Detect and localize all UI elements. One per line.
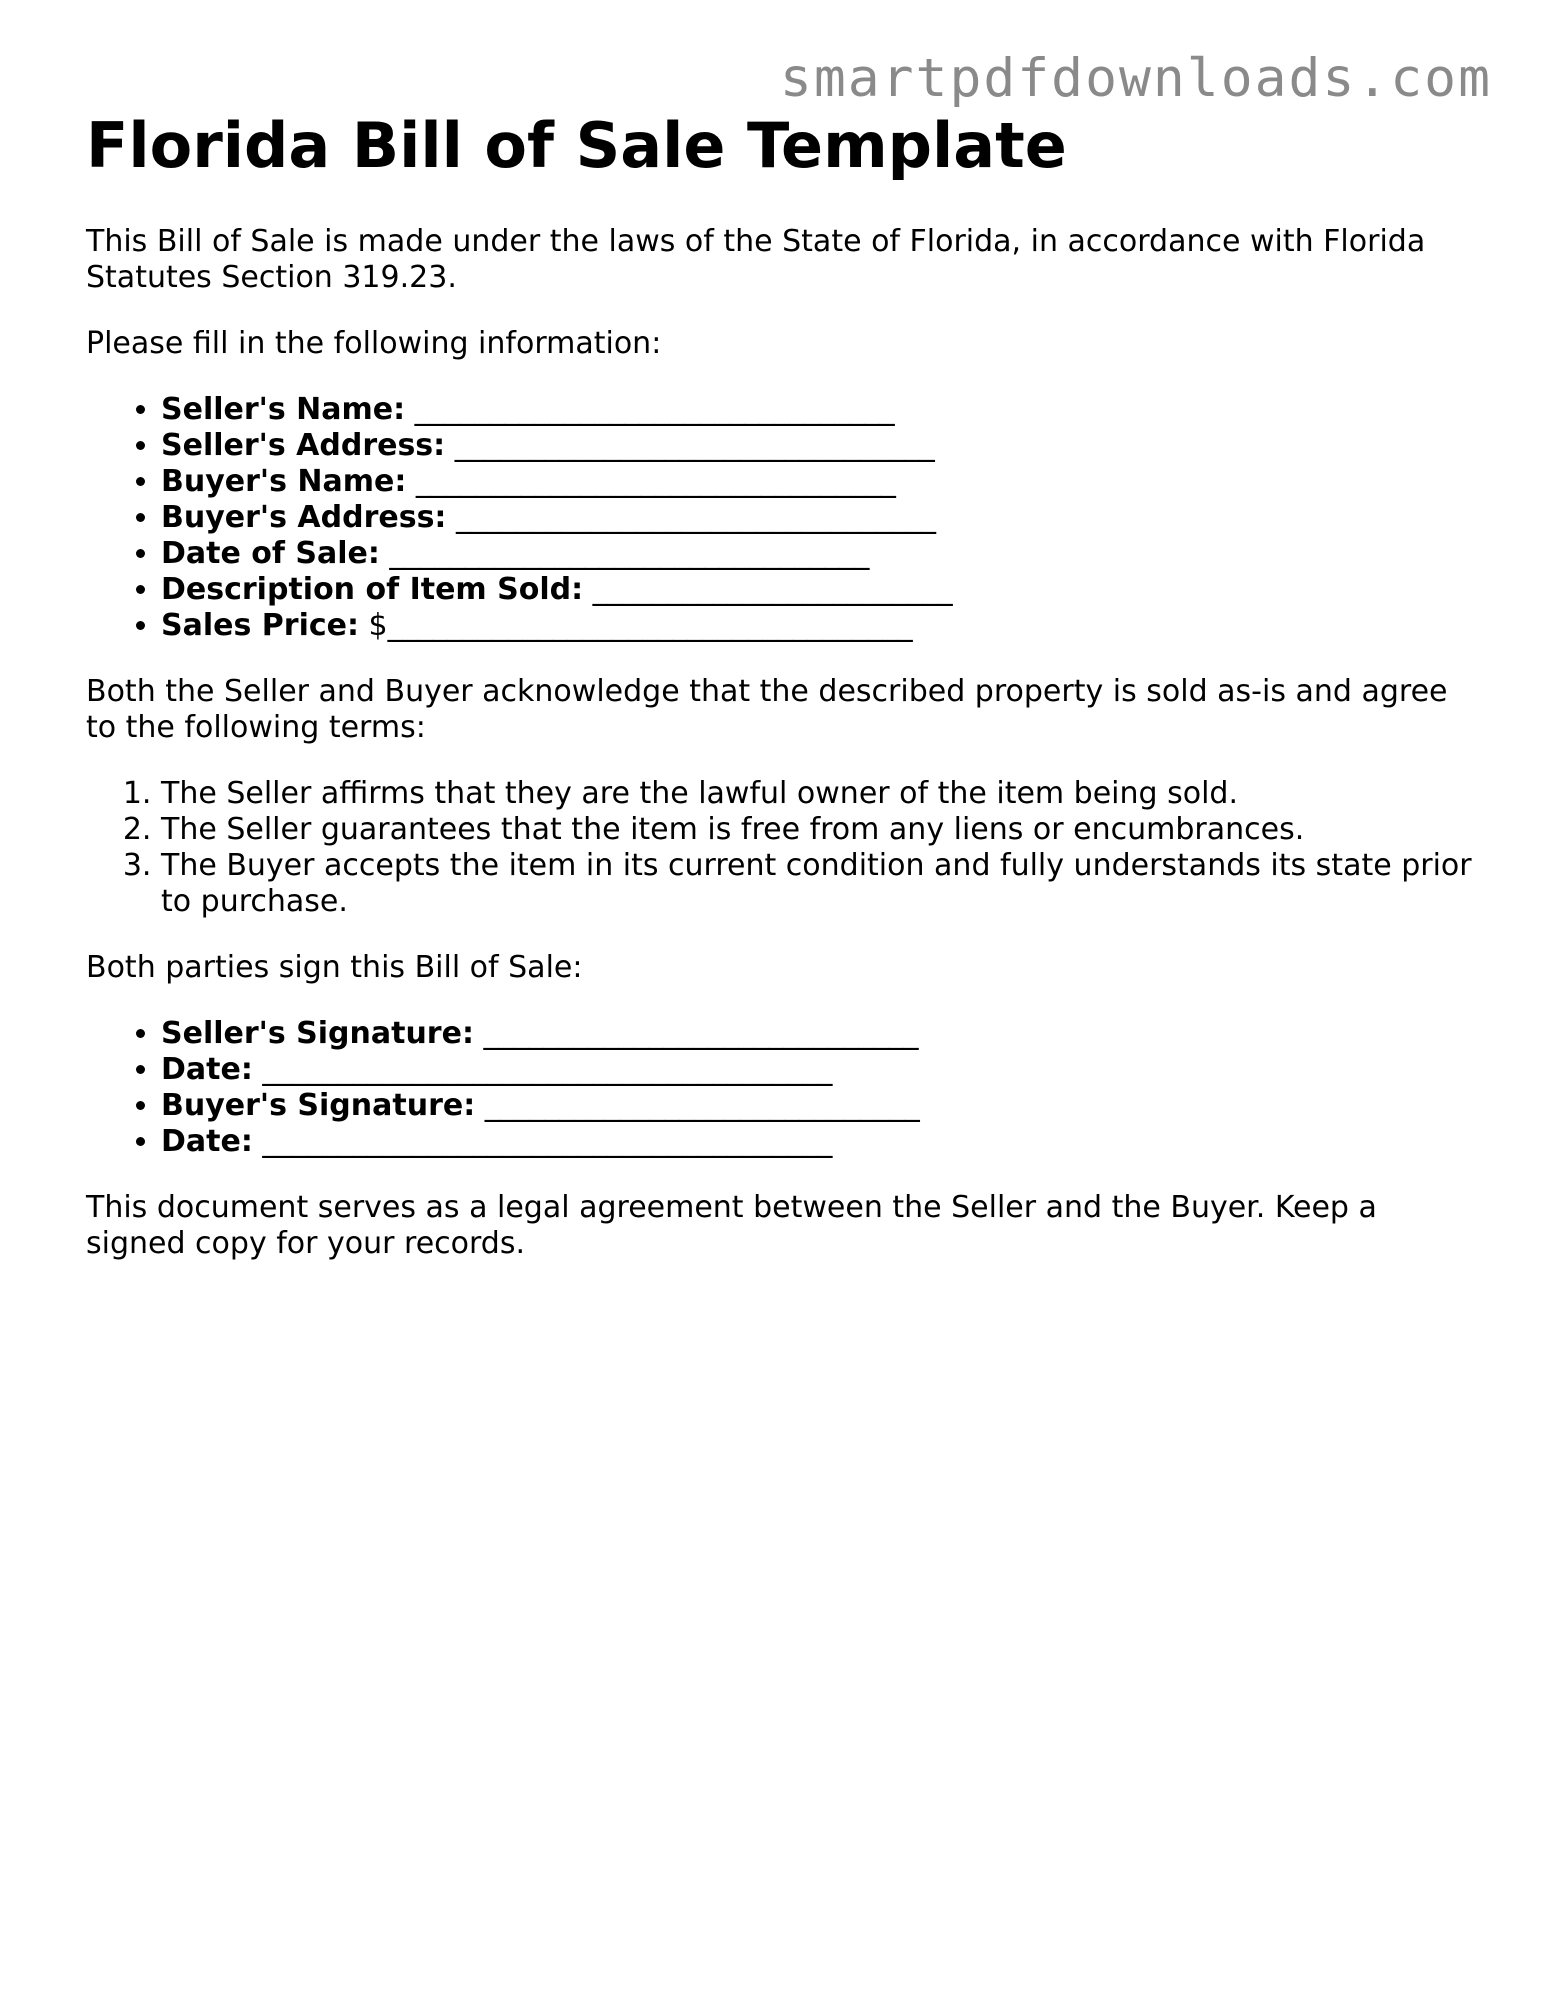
signature-seller xyxy=(161,1016,1476,1052)
watermark: smartpdfdownloads.com xyxy=(779,48,1492,109)
field-sales-price xyxy=(161,608,1476,644)
field-buyer-name xyxy=(161,464,1476,500)
field-blank: $___________________________________ xyxy=(358,608,913,643)
field-buyer-address xyxy=(161,500,1476,536)
field-blank: ________________________________ xyxy=(446,500,936,535)
field-blank: ______________________________________ xyxy=(252,1052,833,1087)
field-label: Seller's Address: xyxy=(161,428,446,463)
sign-prompt: Both parties sign this Bill of Sale: xyxy=(86,950,583,985)
field-label: Date: xyxy=(161,1052,253,1087)
closing-paragraph: This document serves as a legal agreement between the Seller and the Buyer. Keep a signed copy for your records. xyxy=(86,1190,1377,1261)
signature-buyer xyxy=(161,1088,1476,1124)
field-label: Buyer's Name: xyxy=(161,464,407,499)
field-seller-name xyxy=(161,392,1476,428)
acknowledgement-paragraph: Both the Seller and Buyer acknowledge that the described property is sold as-is and agree to the following terms: xyxy=(86,674,1448,745)
field-label: Buyer's Signature: xyxy=(161,1088,476,1123)
signature-list xyxy=(86,1016,1476,1160)
field-label: Seller's Name: xyxy=(161,392,406,427)
intro-paragraph: This Bill of Sale is made under the laws of the State of Florida, in accordance with Florida Statutes Section 319.23. xyxy=(86,224,1426,295)
field-label: Sales Price: xyxy=(161,608,359,643)
field-seller-address xyxy=(161,428,1476,464)
term-item: 1. The Seller affirms that they are the lawful owner of the item being sold. xyxy=(161,776,1476,812)
field-blank: ________________________________ xyxy=(406,464,896,499)
field-date-of-sale xyxy=(161,536,1476,572)
info-fields-list xyxy=(86,392,1476,644)
field-label: Date of Sale: xyxy=(161,536,380,571)
field-item-description xyxy=(161,572,1476,608)
field-blank: ________________________________ xyxy=(445,428,935,463)
page-title: Florida Bill of Sale Template xyxy=(86,109,1067,182)
field-blank: ________________________________ xyxy=(379,536,870,571)
term-item: 3. The Buyer accepts the item in its current condition and fully understands its state prior to purchase. xyxy=(161,848,1476,920)
field-label: Seller's Signature: xyxy=(161,1016,474,1051)
field-label: Description of Item Sold: xyxy=(161,572,584,607)
signature-buyer-date xyxy=(161,1124,1476,1160)
field-label: Date: xyxy=(161,1124,253,1159)
term-item: 2. The Seller guarantees that the item is free from any liens or encumbrances. xyxy=(161,812,1476,848)
field-blank: ________________________________ xyxy=(405,392,895,427)
field-blank: _____________________________ xyxy=(473,1016,919,1051)
field-blank: _____________________________ xyxy=(475,1088,920,1123)
terms-list xyxy=(86,776,1476,920)
signature-seller-date xyxy=(161,1052,1476,1088)
field-blank: ______________________________________ xyxy=(252,1124,833,1159)
fill-prompt: Please fill in the following information: xyxy=(86,326,662,361)
document-body xyxy=(86,108,1476,1262)
field-label: Buyer's Address: xyxy=(161,500,447,535)
field-blank: ________________________ xyxy=(583,572,953,607)
